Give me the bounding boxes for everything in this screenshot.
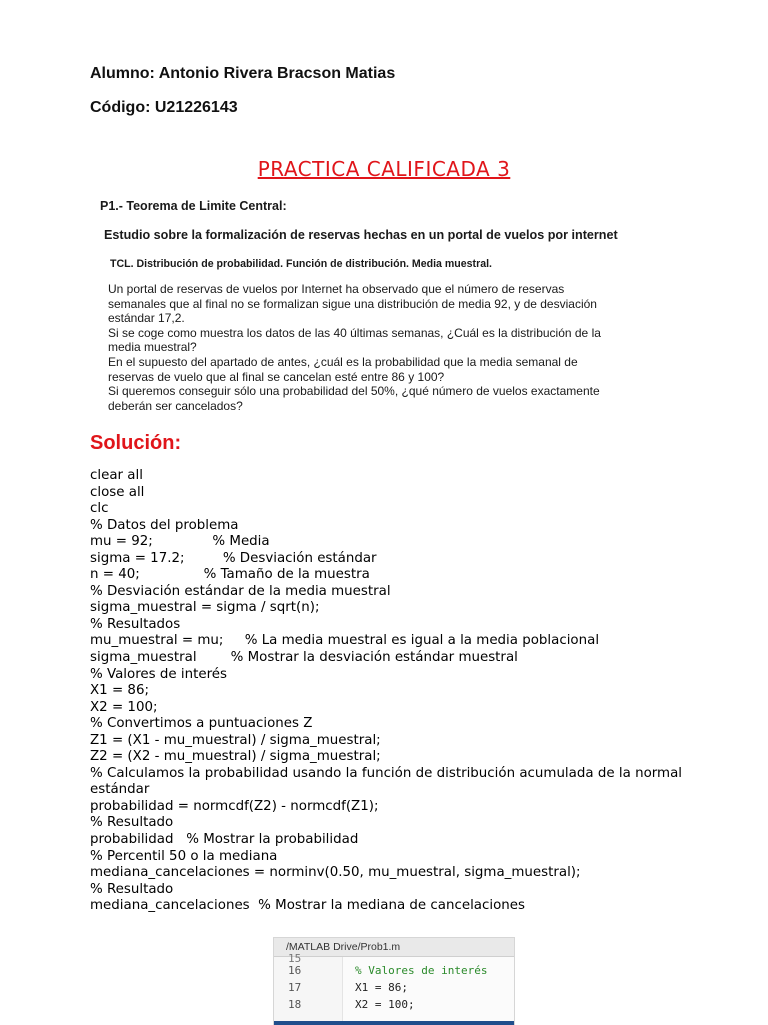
code-line: % Desviación estándar de la media muestral bbox=[90, 583, 391, 599]
code-text: X2 = 100; bbox=[355, 998, 415, 1011]
problem-line: En el supuesto del apartado de antes, ¿cuál es la probabilidad que la media semanal de bbox=[108, 354, 578, 369]
code-line: n = 40; % Tamaño de la muestra bbox=[90, 567, 370, 583]
code-line: probabilidad % Mostrar la probabilidad bbox=[90, 832, 359, 848]
code-line: % Convertimos a puntuaciones Z bbox=[90, 716, 313, 732]
code-line: mu = 92; % Media bbox=[90, 534, 270, 550]
problem-line: Un portal de reservas de vuelos por Internet ha observado que el número de reservas bbox=[108, 282, 565, 296]
code-line: mu_muestral = mu; % La media muestral es igual a la media poblacional bbox=[90, 633, 600, 649]
problem-line: reservas de vuelo que al final se cancelan esté entre 86 y 100? bbox=[108, 369, 445, 384]
code-line: clc bbox=[90, 501, 109, 517]
code-line: close all bbox=[90, 484, 145, 500]
code-line: X2 = 100; bbox=[90, 699, 158, 715]
line-number: 16 bbox=[288, 964, 302, 977]
code-line: mediana_cancelaciones = norminv(0.50, mu_muestral, sigma_muestral); bbox=[90, 865, 581, 881]
code-text: X1 = 86; bbox=[355, 981, 408, 994]
code-line: % Datos del problema bbox=[90, 517, 239, 533]
line-number: 17 bbox=[288, 981, 302, 994]
problem-line: semanales que al final no se formalizan sigue una distribución de media 92, y de desviación bbox=[108, 296, 597, 311]
problem-heading: P1.- Teorema de Limite Central: bbox=[100, 199, 287, 213]
line-number: 15 bbox=[288, 952, 302, 965]
problem-line: media muestral? bbox=[108, 340, 197, 355]
problem-line: Si se coge como muestra los datos de las 40 últimas semanas, ¿Cuál es la distribución de la bbox=[108, 325, 601, 340]
line-number: 18 bbox=[288, 998, 302, 1011]
code-line: sigma_muestral % Mostrar la desviación estándar muestral bbox=[90, 650, 518, 666]
problem-statement-image bbox=[98, 196, 638, 418]
code-line: % Resultado bbox=[90, 815, 174, 831]
editor-row bbox=[274, 996, 514, 1013]
code-line: Z1 = (X1 - mu_muestral) / sigma_muestral; bbox=[90, 732, 381, 748]
matlab-file-path: /MATLAB Drive/Prob1.m bbox=[274, 938, 514, 957]
student-code: Código: U21226143 bbox=[90, 99, 238, 116]
code-line: sigma = 17.2; % Desviación estándar bbox=[90, 550, 377, 566]
matlab-editor-screenshot bbox=[273, 937, 515, 1025]
editor-status-bar bbox=[274, 1021, 514, 1025]
code-line: % Calculamos la probabilidad usando la función de distribución acumulada de la normal estándar bbox=[90, 765, 682, 798]
editor-row bbox=[274, 962, 514, 979]
solution-heading: Solución: bbox=[90, 432, 182, 454]
code-line: Z2 = (X2 - mu_muestral) / sigma_muestral; bbox=[90, 749, 381, 765]
code-line: clear all bbox=[90, 468, 143, 483]
code-line: X1 = 86; bbox=[90, 683, 149, 699]
problem-subheading: Estudio sobre la formalización de reservas hechas en un portal de vuelos por internet bbox=[104, 228, 618, 242]
code-line: mediana_cancelaciones % Mostrar la mediana de cancelaciones bbox=[90, 898, 525, 914]
problem-line: estándar 17,2. bbox=[108, 311, 185, 326]
code-line: sigma_muestral = sigma / sqrt(n); bbox=[90, 600, 320, 616]
code-line: % Resultados bbox=[90, 616, 181, 632]
solution-code bbox=[90, 468, 682, 915]
problem-body bbox=[108, 282, 633, 413]
problem-topic: TCL. Distribución de probabilidad. Función de distribución. Media muestral. bbox=[110, 258, 492, 270]
code-line: % Resultado bbox=[90, 881, 174, 897]
problem-line: deberán ser cancelados? bbox=[108, 398, 243, 413]
code-text: % Valores de interés bbox=[355, 964, 488, 977]
code-line: probabilidad = normcdf(Z2) - normcdf(Z1); bbox=[90, 798, 379, 814]
code-line: % Valores de interés bbox=[90, 666, 228, 682]
editor-row bbox=[274, 979, 514, 996]
page-title: PRACTICA CALIFICADA 3 bbox=[257, 157, 511, 181]
student-name: Alumno: Antonio Rivera Bracson Matias bbox=[90, 65, 396, 82]
problem-line: Si queremos conseguir sólo una probabilidad del 50%, ¿qué número de vuelos exactamente bbox=[108, 384, 600, 399]
code-line: % Percentil 50 o la mediana bbox=[90, 848, 278, 864]
